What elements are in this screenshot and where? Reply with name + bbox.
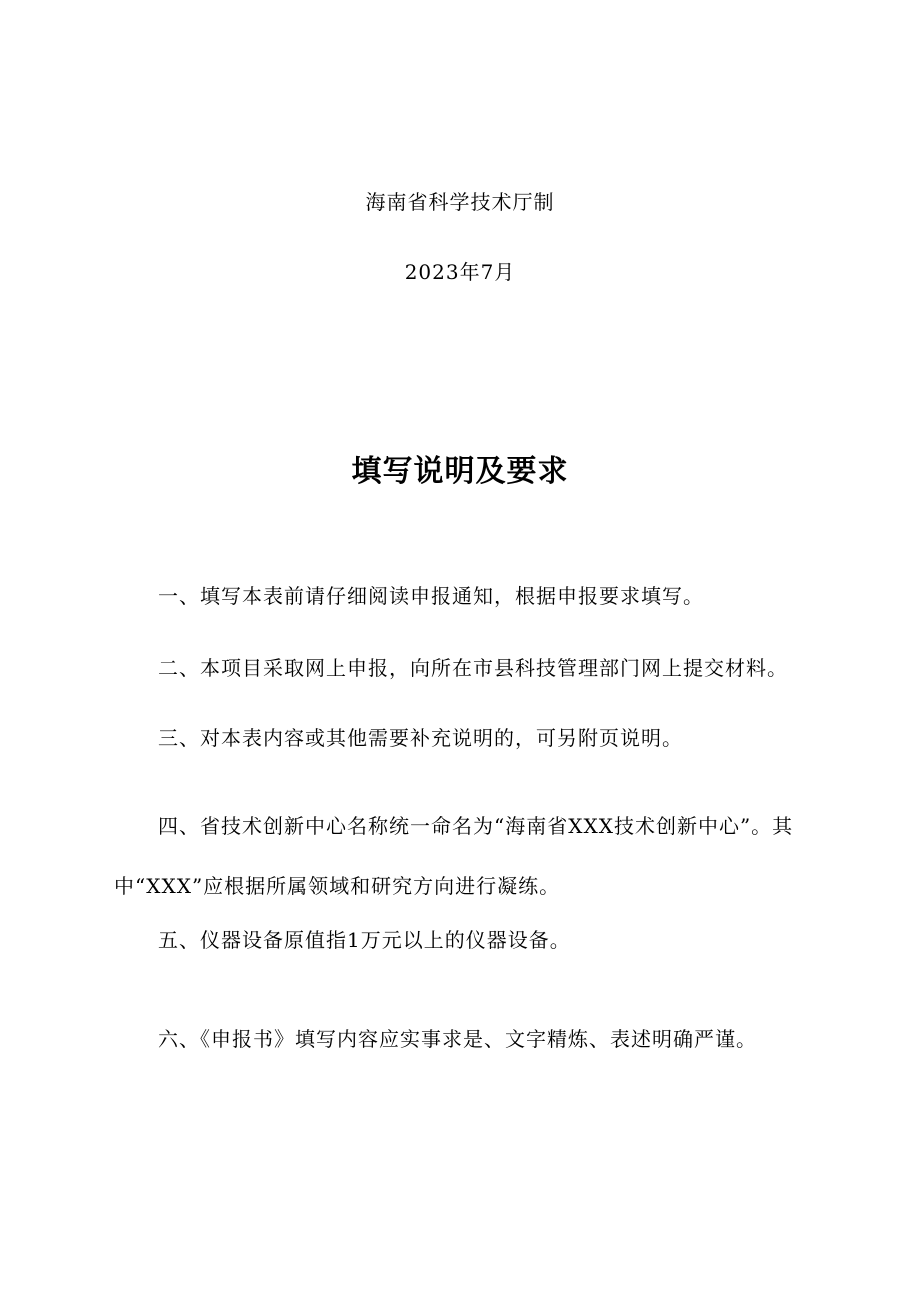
instruction-item-5: 五、仪器设备原值指1万元以上的仪器设备。 — [158, 928, 571, 952]
issue-date: 2023年7月 — [404, 260, 516, 284]
instruction-item-6: 六、《申报书》填写内容应实事求是、文字精炼、表述明确严谨。 — [158, 1027, 757, 1051]
instruction-item-4: 四、省技术创新中心名称统一命名为“海南省XXX技术创新中心”。其中“XXX”应根据所属领域和研究方向进行凝练。 — [114, 814, 794, 898]
instructions-title: 填写说明及要求 — [351, 454, 569, 489]
issuer-line: 海南省科学技术厅制 — [365, 190, 555, 214]
instruction-item-1: 一、填写本表前请仔细阅读申报通知，根据申报要求填写。 — [158, 584, 704, 608]
instruction-item-2: 二、本项目采取网上申报，向所在市县科技管理部门网上提交材料。 — [158, 656, 788, 680]
instruction-item-3: 三、对本表内容或其他需要补充说明的，可另附页说明。 — [158, 726, 683, 750]
